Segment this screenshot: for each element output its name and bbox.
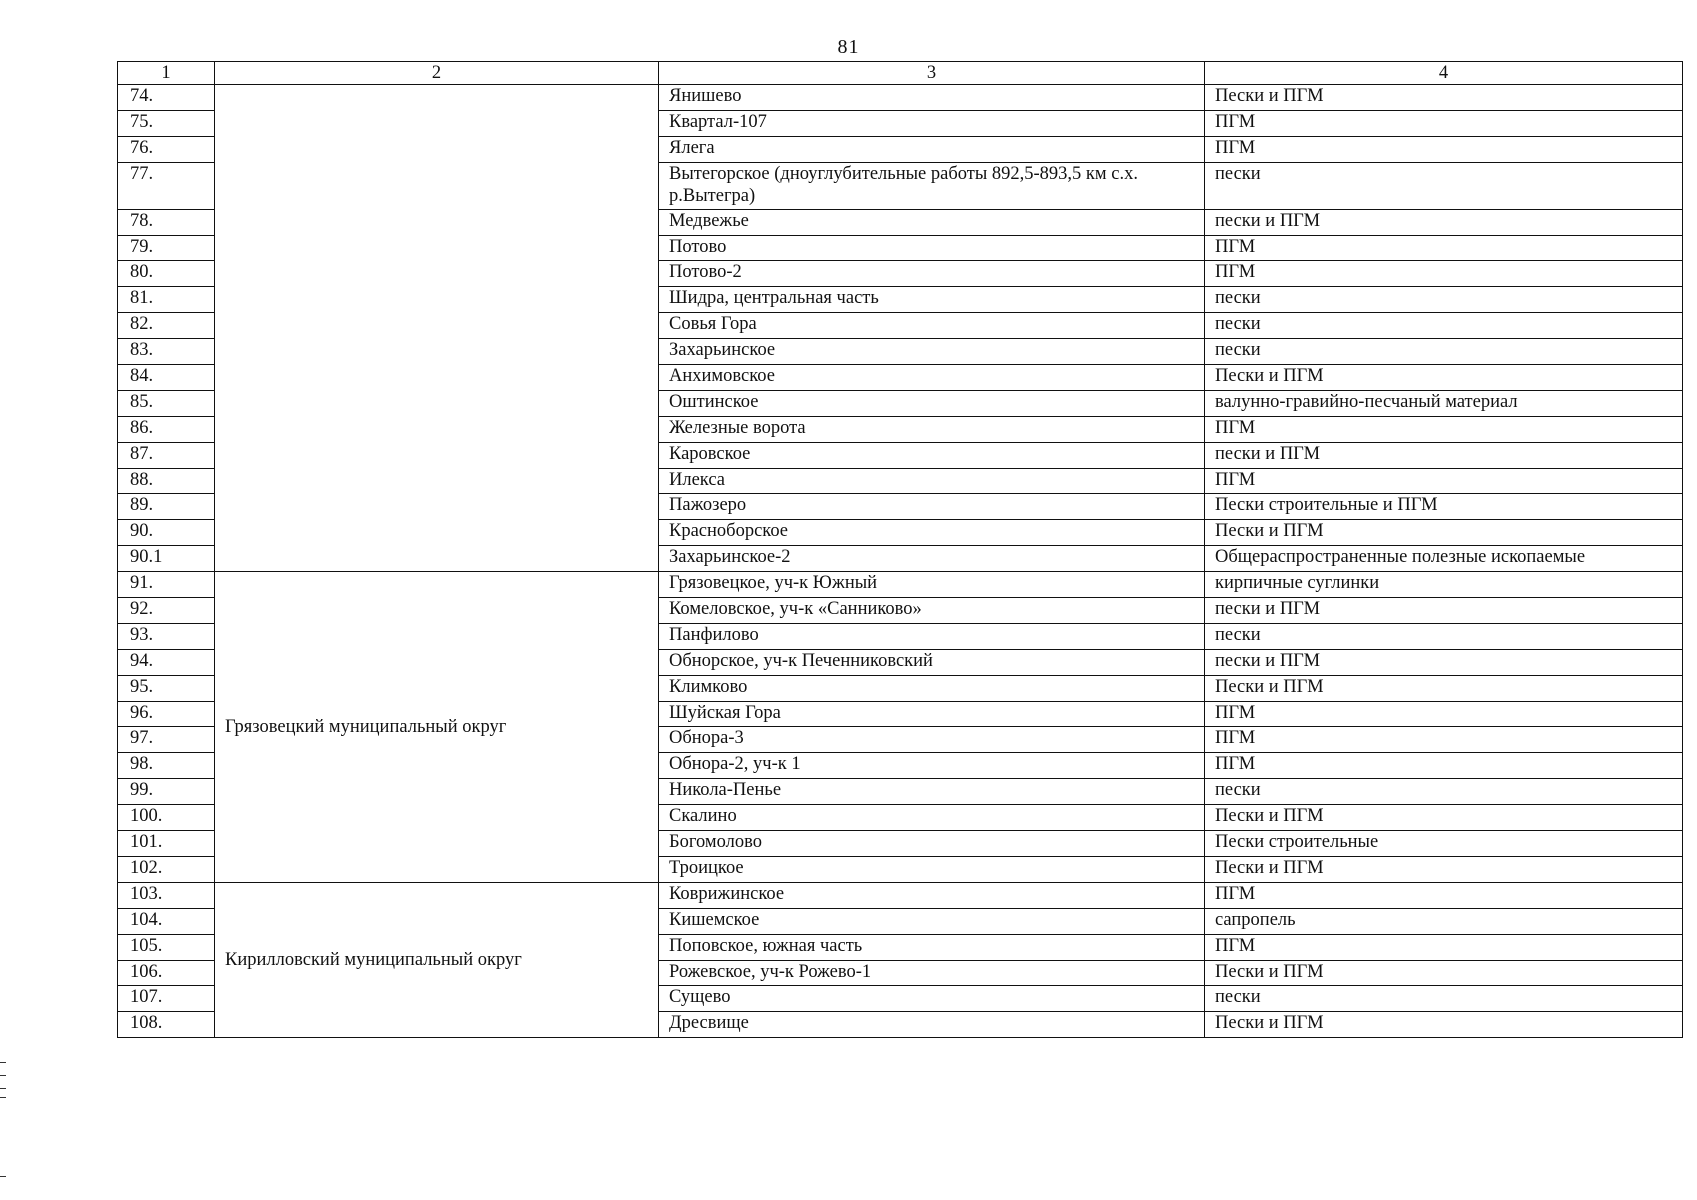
- deposit-name-cell: Коврижинское: [659, 882, 1205, 908]
- mineral-type-cell: пески: [1205, 162, 1683, 209]
- row-number-cell: 93.: [118, 623, 215, 649]
- row-number-cell: 94.: [118, 649, 215, 675]
- header-cell-1: 1: [118, 62, 215, 85]
- deposit-name-cell: Илекса: [659, 468, 1205, 494]
- mineral-type-cell: пески и ПГМ: [1205, 598, 1683, 624]
- deposit-name-cell: Рожевское, уч-к Рожево-1: [659, 960, 1205, 986]
- deposit-name-cell: Оштинское: [659, 390, 1205, 416]
- row-number-cell: 95.: [118, 675, 215, 701]
- margin-mark: [0, 1062, 6, 1063]
- mineral-type-cell: пески: [1205, 313, 1683, 339]
- deposit-name-cell: Шидра, центральная часть: [659, 287, 1205, 313]
- table-row: [118, 572, 1683, 598]
- deposit-name-cell: Обнора-3: [659, 727, 1205, 753]
- row-number-cell: 108.: [118, 1012, 215, 1038]
- row-number-cell: 81.: [118, 287, 215, 313]
- deposit-name-cell: Троицкое: [659, 856, 1205, 882]
- row-number-cell: 80.: [118, 261, 215, 287]
- margin-mark: [0, 1088, 6, 1089]
- row-number-cell: 76.: [118, 136, 215, 162]
- deposit-name-cell: Обнорское, уч-к Печенниковский: [659, 649, 1205, 675]
- mineral-type-cell: ПГМ: [1205, 416, 1683, 442]
- deposit-name-cell: Потово: [659, 235, 1205, 261]
- mineral-type-cell: Пески и ПГМ: [1205, 85, 1683, 111]
- deposit-name-cell: Потово-2: [659, 261, 1205, 287]
- mineral-type-cell: пески: [1205, 986, 1683, 1012]
- deposit-name-cell: Анхимовское: [659, 365, 1205, 391]
- row-number-cell: 106.: [118, 960, 215, 986]
- deposit-name-cell: Обнора-2, уч-к 1: [659, 753, 1205, 779]
- row-number-cell: 75.: [118, 110, 215, 136]
- mineral-type-cell: пески: [1205, 287, 1683, 313]
- mineral-type-cell: Пески и ПГМ: [1205, 856, 1683, 882]
- mineral-type-cell: ПГМ: [1205, 882, 1683, 908]
- row-number-cell: 97.: [118, 727, 215, 753]
- header-cell-4: 4: [1205, 62, 1683, 85]
- district-cell: Грязовецкий муниципальный округ: [215, 572, 659, 883]
- row-number-cell: 74.: [118, 85, 215, 111]
- row-number-cell: 102.: [118, 856, 215, 882]
- row-number-cell: 77.: [118, 162, 215, 209]
- deposit-name-cell: Медвежье: [659, 209, 1205, 235]
- mineral-type-cell: Пески и ПГМ: [1205, 960, 1683, 986]
- district-cell: Кирилловский муниципальный округ: [215, 882, 659, 1037]
- row-number-cell: 101.: [118, 831, 215, 857]
- row-number-cell: 92.: [118, 598, 215, 624]
- table-row: [118, 882, 1683, 908]
- row-number-cell: 88.: [118, 468, 215, 494]
- row-number-cell: 90.: [118, 520, 215, 546]
- row-number-cell: 86.: [118, 416, 215, 442]
- row-number-cell: 89.: [118, 494, 215, 520]
- mineral-type-cell: ПГМ: [1205, 701, 1683, 727]
- row-number-cell: 83.: [118, 339, 215, 365]
- row-number-cell: 98.: [118, 753, 215, 779]
- deposit-name-cell: Пажозеро: [659, 494, 1205, 520]
- table-row: [118, 85, 1683, 111]
- row-number-cell: 91.: [118, 572, 215, 598]
- deposits-table: [117, 61, 1683, 1038]
- row-number-cell: 96.: [118, 701, 215, 727]
- margin-mark: [0, 1176, 6, 1177]
- table-body: [118, 85, 1683, 1038]
- deposit-name-cell: Поповское, южная часть: [659, 934, 1205, 960]
- deposit-name-cell: Шуйская Гора: [659, 701, 1205, 727]
- row-number-cell: 87.: [118, 442, 215, 468]
- mineral-type-cell: ПГМ: [1205, 753, 1683, 779]
- mineral-type-cell: ПГМ: [1205, 468, 1683, 494]
- mineral-type-cell: Пески и ПГМ: [1205, 805, 1683, 831]
- mineral-type-cell: ПГМ: [1205, 261, 1683, 287]
- deposit-name-cell: Климково: [659, 675, 1205, 701]
- row-number-cell: 85.: [118, 390, 215, 416]
- district-cell: [215, 85, 659, 572]
- deposit-name-cell: Комеловское, уч-к «Санниково»: [659, 598, 1205, 624]
- header-cell-3: 3: [659, 62, 1205, 85]
- margin-mark: [0, 1097, 6, 1098]
- row-number-cell: 79.: [118, 235, 215, 261]
- deposit-name-cell: Янишево: [659, 85, 1205, 111]
- mineral-type-cell: пески и ПГМ: [1205, 209, 1683, 235]
- mineral-type-cell: Общераспространенные полезные ископаемые: [1205, 546, 1683, 572]
- row-number-cell: 99.: [118, 779, 215, 805]
- row-number-cell: 90.1: [118, 546, 215, 572]
- mineral-type-cell: пески: [1205, 779, 1683, 805]
- deposit-name-cell: Грязовецкое, уч-к Южный: [659, 572, 1205, 598]
- row-number-cell: 82.: [118, 313, 215, 339]
- row-number-cell: 84.: [118, 365, 215, 391]
- page-number: 81: [837, 36, 860, 58]
- mineral-type-cell: Пески и ПГМ: [1205, 675, 1683, 701]
- deposit-name-cell: Сущево: [659, 986, 1205, 1012]
- deposit-name-cell: Захарьинское: [659, 339, 1205, 365]
- row-number-cell: 104.: [118, 908, 215, 934]
- mineral-type-cell: пески и ПГМ: [1205, 649, 1683, 675]
- header-cell-2: 2: [215, 62, 659, 85]
- table-header-row: [118, 62, 1683, 85]
- mineral-type-cell: валунно-гравийно-песчаный материал: [1205, 390, 1683, 416]
- mineral-type-cell: Пески и ПГМ: [1205, 365, 1683, 391]
- mineral-type-cell: ПГМ: [1205, 235, 1683, 261]
- deposit-name-cell: Скалино: [659, 805, 1205, 831]
- deposit-name-cell: Каровское: [659, 442, 1205, 468]
- mineral-type-cell: кирпичные суглинки: [1205, 572, 1683, 598]
- deposit-name-cell: Ялега: [659, 136, 1205, 162]
- deposit-name-cell: Никола-Пенье: [659, 779, 1205, 805]
- margin-mark: [0, 1075, 6, 1076]
- row-number-cell: 107.: [118, 986, 215, 1012]
- deposit-name-cell: Совья Гора: [659, 313, 1205, 339]
- row-number-cell: 103.: [118, 882, 215, 908]
- mineral-type-cell: ПГМ: [1205, 136, 1683, 162]
- deposit-name-cell: Богомолово: [659, 831, 1205, 857]
- deposit-name-cell: Квартал-107: [659, 110, 1205, 136]
- row-number-cell: 105.: [118, 934, 215, 960]
- mineral-type-cell: Пески строительные и ПГМ: [1205, 494, 1683, 520]
- mineral-type-cell: пески и ПГМ: [1205, 442, 1683, 468]
- row-number-cell: 78.: [118, 209, 215, 235]
- mineral-type-cell: Пески и ПГМ: [1205, 1012, 1683, 1038]
- mineral-type-cell: ПГМ: [1205, 110, 1683, 136]
- mineral-type-cell: ПГМ: [1205, 934, 1683, 960]
- mineral-type-cell: сапропель: [1205, 908, 1683, 934]
- deposit-name-cell: Панфилово: [659, 623, 1205, 649]
- deposit-name-cell: Захарьинское-2: [659, 546, 1205, 572]
- deposit-name-cell: Железные ворота: [659, 416, 1205, 442]
- row-number-cell: 100.: [118, 805, 215, 831]
- deposit-name-cell: Вытегорское (дноуглубительные работы 892,5-893,5 км с.х. р.Вытегра): [659, 162, 1205, 209]
- mineral-type-cell: ПГМ: [1205, 727, 1683, 753]
- mineral-type-cell: Пески строительные: [1205, 831, 1683, 857]
- mineral-type-cell: пески: [1205, 623, 1683, 649]
- mineral-type-cell: Пески и ПГМ: [1205, 520, 1683, 546]
- deposit-name-cell: Кишемское: [659, 908, 1205, 934]
- deposit-name-cell: Красноборское: [659, 520, 1205, 546]
- mineral-type-cell: пески: [1205, 339, 1683, 365]
- deposit-name-cell: Дресвище: [659, 1012, 1205, 1038]
